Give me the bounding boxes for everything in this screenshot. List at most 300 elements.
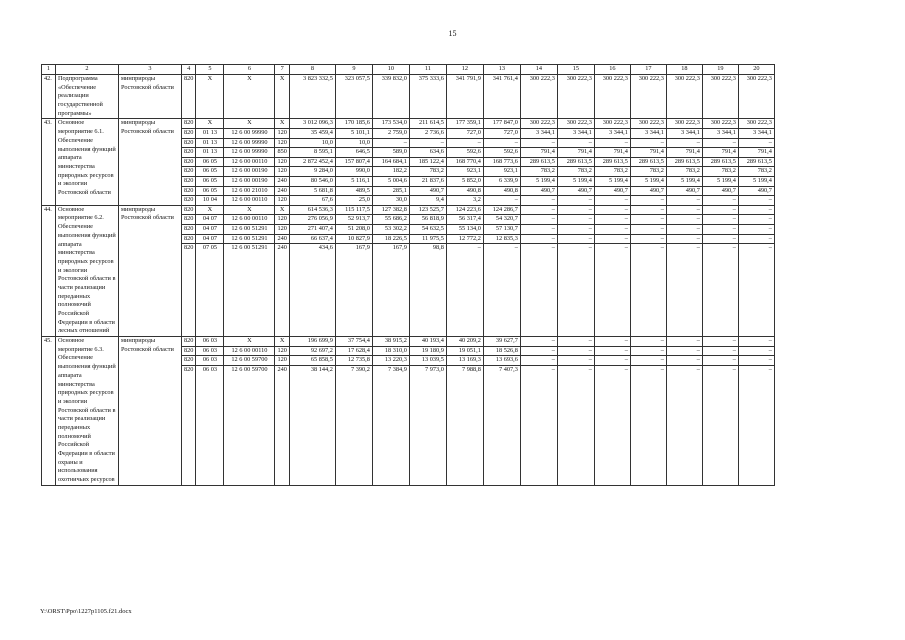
table-cell: 490,7 — [410, 187, 446, 197]
value-column-15 — [557, 337, 594, 486]
table-cell: 2 736,6 — [410, 129, 446, 139]
table-cell: 211 614,5 — [410, 119, 446, 129]
table-cell: – — [514, 244, 518, 252]
column-header-9: 9 — [335, 65, 372, 75]
table-cell: 120 — [275, 129, 288, 139]
column-header-10: 10 — [372, 65, 409, 75]
table-cell: 8 595,1 — [290, 148, 335, 158]
value-column-5 — [196, 119, 224, 205]
table-cell: 40 209,2 — [447, 337, 483, 347]
file-path-footer: Y:\ORST\Ppo\1227p1105.f21.docx — [40, 608, 132, 615]
table-cell: 3 344,1 — [595, 129, 630, 139]
table-cell: 300 222,3 — [631, 119, 666, 129]
table-cell: 276 056,9 — [290, 215, 335, 225]
table-cell: 339 832,0 — [381, 75, 407, 82]
value-column-17 — [630, 75, 666, 119]
table-cell: 98,8 — [432, 244, 444, 252]
table-cell: 592,6 — [484, 148, 520, 158]
value-column-9 — [335, 337, 372, 486]
value-column-11 — [409, 75, 446, 119]
table-cell: 120 — [275, 215, 288, 225]
value-column-16 — [594, 75, 630, 119]
table-cell: – — [732, 196, 736, 204]
table-cell: – — [768, 196, 772, 204]
value-column-9 — [335, 205, 372, 336]
column-header-1: 1 — [42, 65, 56, 75]
table-cell: 3 344,1 — [703, 129, 738, 139]
value-column-7 — [275, 337, 289, 486]
value-column-18 — [666, 119, 702, 205]
table-cell: 783,2 — [667, 167, 702, 177]
table-cell: 12 6 00 00190 — [224, 177, 274, 187]
table-cell: 01 13 — [196, 129, 223, 139]
column-number-row — [42, 65, 775, 75]
table-cell: 5 199,4 — [631, 177, 666, 187]
table-cell: – — [660, 365, 664, 373]
table-cell: 40 193,4 — [410, 337, 446, 347]
value-column-9 — [335, 75, 372, 119]
table-cell: 300 222,3 — [667, 119, 702, 129]
table-cell: 12 6 00 51291 — [231, 244, 268, 252]
value-column-4 — [182, 337, 196, 486]
responsible-org: минприроды Ростовской области — [119, 75, 182, 119]
table-cell: 120 — [275, 139, 288, 149]
table-cell: 820 — [184, 75, 194, 82]
table-cell: 490,8 — [447, 187, 483, 197]
table-cell: – — [631, 225, 666, 235]
table-cell: 240 — [277, 365, 287, 373]
page-number: 15 — [448, 29, 457, 38]
table-cell: 54 320,7 — [484, 215, 520, 225]
value-column-12 — [446, 75, 483, 119]
program-title: Подпрограмма «Обеспечение реализации государственной программы» — [56, 75, 119, 119]
table-cell: 21 837,6 — [410, 177, 446, 187]
value-column-19 — [702, 75, 738, 119]
table-cell: – — [558, 235, 594, 245]
table-cell: 791,4 — [595, 148, 630, 158]
table-cell: 120 — [275, 347, 288, 357]
value-column-4 — [182, 205, 196, 336]
value-column-13 — [483, 205, 520, 336]
table-cell: 434,6 — [318, 244, 333, 252]
table-cell: 11 975,5 — [410, 235, 446, 245]
table-cell: 5 199,4 — [595, 177, 630, 187]
table-cell: 6 339,9 — [484, 177, 520, 187]
table-cell: 646,5 — [336, 148, 372, 158]
table-cell: 12 6 00 00190 — [224, 167, 274, 177]
table-cell: 820 — [182, 129, 195, 139]
table-cell: 727,0 — [447, 129, 483, 139]
table-cell: 12 6 00 51291 — [224, 225, 274, 235]
value-column-5 — [196, 75, 224, 119]
table-cell: 06 03 — [196, 337, 223, 347]
table-cell: – — [410, 139, 446, 149]
table-cell: 2 872 452,4 — [290, 158, 335, 168]
table-cell: 9 284,0 — [290, 167, 335, 177]
table-cell: 3,2 — [473, 196, 481, 204]
table-cell: 820 — [184, 244, 194, 252]
row-number: 45. — [42, 337, 56, 486]
column-header-7: 7 — [275, 65, 289, 75]
table-cell: 614 536,3 — [290, 206, 335, 216]
table-row — [42, 119, 775, 205]
table-cell: – — [447, 139, 483, 149]
table-cell: – — [595, 206, 630, 216]
value-column-6 — [224, 337, 275, 486]
table-cell: 3 823 332,5 — [302, 75, 333, 82]
value-column-6 — [224, 205, 275, 336]
table-cell: – — [667, 235, 702, 245]
table-cell: – — [739, 337, 774, 347]
table-cell: 5 004,6 — [373, 177, 409, 187]
table-cell: 820 — [182, 119, 195, 129]
table-cell: 791,4 — [667, 148, 702, 158]
value-column-8 — [289, 119, 335, 205]
table-cell: 289 613,5 — [703, 158, 738, 168]
table-cell: 820 — [182, 187, 195, 197]
table-cell: 56 317,4 — [447, 215, 483, 225]
table-cell: 124 286,7 — [484, 206, 520, 216]
table-cell: – — [667, 356, 702, 366]
table-cell: 52 913,7 — [336, 215, 372, 225]
value-column-7 — [275, 205, 289, 336]
table-cell: 3 344,1 — [521, 129, 557, 139]
table-cell: 7 988,8 — [462, 365, 481, 373]
program-title: Основное мероприятие 6.2. Обеспечение выполнения функций аппарата министерства природных ресурсов и экологии Ростовской области в части реализации переданных полномочий Российской Федерации в области лесных отношений — [56, 205, 119, 336]
table-cell: 55 134,0 — [447, 225, 483, 235]
table-cell: 168 770,4 — [447, 158, 483, 168]
table-cell: 820 — [182, 235, 195, 245]
value-column-14 — [520, 337, 557, 486]
column-header-17: 17 — [630, 65, 666, 75]
table-cell: – — [484, 139, 520, 149]
value-column-8 — [289, 75, 335, 119]
table-cell: 7 973,0 — [425, 365, 444, 373]
table-cell: 06 05 — [196, 187, 223, 197]
table-cell: 80 546,0 — [290, 177, 335, 187]
table-cell: 5 199,4 — [521, 177, 557, 187]
table-cell: 783,2 — [521, 167, 557, 177]
column-header-11: 11 — [409, 65, 446, 75]
table-cell: 124 223,6 — [447, 206, 483, 216]
table-cell: 17 628,4 — [336, 347, 372, 357]
value-column-6 — [224, 119, 275, 205]
table-cell: – — [667, 225, 702, 235]
table-cell: 289 613,5 — [667, 158, 702, 168]
value-column-8 — [289, 337, 335, 486]
value-column-7 — [275, 119, 289, 205]
program-title: Основное мероприятие 6.1. Обеспечение выполнения функций аппарата министерства природных ресурсов и экологии Ростовской области — [56, 119, 119, 205]
column-header-16: 16 — [594, 65, 630, 75]
table-cell: 490,7 — [558, 187, 594, 197]
table-cell: 01 13 — [196, 148, 223, 158]
table-cell: 300 222,3 — [703, 119, 738, 129]
table-cell: 490,8 — [484, 187, 520, 197]
table-cell: 820 — [182, 167, 195, 177]
table-cell: – — [595, 139, 630, 149]
table-cell: – — [667, 206, 702, 216]
table-cell: 04 07 — [196, 235, 223, 245]
table-cell: 3 344,1 — [739, 129, 774, 139]
column-header-4: 4 — [182, 65, 196, 75]
table-cell: 490,7 — [703, 187, 738, 197]
table-cell: – — [631, 206, 666, 216]
table-cell: 300 222,3 — [674, 75, 700, 82]
table-cell: – — [595, 225, 630, 235]
table-cell: 12 6 00 00110 — [231, 196, 268, 204]
table-cell: – — [660, 196, 664, 204]
table-cell: 820 — [182, 215, 195, 225]
table-cell: 5 199,4 — [558, 177, 594, 187]
table-cell: 5 681,8 — [290, 187, 335, 197]
table-cell: 634,6 — [410, 148, 446, 158]
table-cell: 37 754,4 — [336, 337, 372, 347]
value-column-20 — [738, 75, 774, 119]
value-column-9 — [335, 119, 372, 205]
table-cell: 13 039,5 — [410, 356, 446, 366]
table-cell: – — [595, 356, 630, 366]
table-cell: 820 — [182, 206, 195, 216]
table-cell: 12 772,2 — [447, 235, 483, 245]
table-cell: 300 222,3 — [739, 119, 774, 129]
value-column-16 — [594, 205, 630, 336]
table-cell: 240 — [277, 244, 287, 252]
value-column-16 — [594, 337, 630, 486]
value-column-19 — [702, 119, 738, 205]
value-column-12 — [446, 205, 483, 336]
table-cell: – — [739, 356, 774, 366]
table-cell: – — [588, 244, 592, 252]
table-cell: 589,0 — [373, 148, 409, 158]
table-cell: X — [279, 75, 285, 82]
table-cell: – — [521, 215, 557, 225]
table-cell: 54 632,5 — [410, 225, 446, 235]
table-cell: 5 199,4 — [739, 177, 774, 187]
table-cell: X — [224, 337, 274, 347]
table-cell: 170 185,6 — [336, 119, 372, 129]
table-cell: 177 359,1 — [447, 119, 483, 129]
value-column-14 — [520, 119, 557, 205]
table-cell: 120 — [275, 158, 288, 168]
table-cell: – — [551, 196, 555, 204]
table-cell: 04 07 — [196, 225, 223, 235]
table-cell: 127 382,8 — [373, 206, 409, 216]
table-cell: 06 05 — [196, 158, 223, 168]
table-cell: – — [768, 365, 772, 373]
table-cell: – — [703, 356, 738, 366]
table-cell: – — [667, 215, 702, 225]
table-cell: – — [558, 356, 594, 366]
column-header-20: 20 — [738, 65, 774, 75]
table-cell: – — [739, 215, 774, 225]
table-cell: 850 — [275, 148, 288, 158]
table-cell: – — [739, 206, 774, 216]
table-cell: 820 — [182, 225, 195, 235]
table-cell: 783,2 — [703, 167, 738, 177]
table-cell: 490,7 — [521, 187, 557, 197]
table-cell: 820 — [182, 177, 195, 187]
table-cell: 10 827,9 — [336, 235, 372, 245]
table-cell: 57 130,7 — [484, 225, 520, 235]
table-cell: 56 818,9 — [410, 215, 446, 225]
table-cell: 19 051,1 — [447, 347, 483, 357]
value-column-17 — [630, 337, 666, 486]
table-cell: – — [631, 337, 666, 347]
table-cell: 783,2 — [739, 167, 774, 177]
table-cell: 06 03 — [202, 365, 218, 373]
table-cell: 783,2 — [410, 167, 446, 177]
table-cell: 167,9 — [355, 244, 370, 252]
table-cell: 820 — [182, 139, 195, 149]
value-column-18 — [666, 75, 702, 119]
table-cell: 820 — [182, 356, 195, 366]
table-cell: – — [558, 225, 594, 235]
table-cell: – — [667, 139, 702, 149]
table-cell: 7 407,3 — [499, 365, 518, 373]
value-column-14 — [520, 205, 557, 336]
table-cell: 12 6 00 99990 — [224, 139, 274, 149]
table-cell: 820 — [182, 148, 195, 158]
table-cell: 13 169,3 — [447, 356, 483, 366]
table-cell: – — [624, 244, 628, 252]
table-cell: X — [224, 206, 274, 216]
table-cell: 7 390,2 — [351, 365, 370, 373]
table-cell: 592,6 — [447, 148, 483, 158]
table-cell: 13 693,6 — [484, 356, 520, 366]
table-cell: 12 735,8 — [336, 356, 372, 366]
value-column-5 — [196, 205, 224, 336]
table-cell: 289 613,5 — [558, 158, 594, 168]
table-cell: 115 117,5 — [336, 206, 372, 216]
table-cell: – — [595, 347, 630, 357]
table-cell: 10,0 — [290, 139, 335, 149]
table-cell: – — [660, 244, 664, 252]
table-cell: – — [558, 215, 594, 225]
table-cell: 185 122,4 — [410, 158, 446, 168]
table-cell: 3 012 096,3 — [290, 119, 335, 129]
table-cell: 3 344,1 — [558, 129, 594, 139]
table-cell: – — [514, 196, 518, 204]
table-cell: 10,0 — [336, 139, 372, 149]
table-cell: 271 407,4 — [290, 225, 335, 235]
value-column-13 — [483, 337, 520, 486]
table-cell: 10 04 — [202, 196, 218, 204]
table-cell: – — [696, 365, 700, 373]
value-column-8 — [289, 205, 335, 336]
table-cell: 123 525,7 — [410, 206, 446, 216]
table-cell: 300 222,3 — [521, 119, 557, 129]
table-cell: 38 915,2 — [373, 337, 409, 347]
table-cell: 240 — [275, 177, 288, 187]
table-cell: – — [558, 139, 594, 149]
table-cell: 289 613,5 — [521, 158, 557, 168]
table-cell: 820 — [184, 196, 194, 204]
value-column-18 — [666, 205, 702, 336]
value-column-14 — [520, 75, 557, 119]
table-cell: 923,1 — [447, 167, 483, 177]
table-cell: 5 116,1 — [336, 177, 372, 187]
column-header-6: 6 — [224, 65, 275, 75]
table-cell: – — [558, 347, 594, 357]
table-cell: 92 697,2 — [290, 347, 335, 357]
table-cell: 341 761,4 — [492, 75, 518, 82]
table-cell: – — [477, 244, 481, 252]
column-header-12: 12 — [446, 65, 483, 75]
table-cell: 12 6 00 21010 — [224, 187, 274, 197]
table-cell: X — [247, 75, 252, 82]
table-cell: 120 — [275, 356, 288, 366]
table-cell: 18 310,0 — [373, 347, 409, 357]
responsible-org: минприроды Ростовской области — [119, 337, 182, 486]
table-cell: – — [521, 347, 557, 357]
column-header-15: 15 — [557, 65, 594, 75]
program-title: Основное мероприятие 6.3. Обеспечение выполнения функций аппарата министерства природных ресурсов и экологии Ростовской области в части реализации переданных полномочий Российской Федерации в области охраны и использования охотничьих ресурсов — [56, 337, 119, 486]
value-column-10 — [372, 337, 409, 486]
table-cell: – — [595, 215, 630, 225]
table-cell: 791,4 — [631, 148, 666, 158]
table-cell: – — [521, 206, 557, 216]
value-column-10 — [372, 119, 409, 205]
table-cell: 5 101,1 — [336, 129, 372, 139]
table-cell: – — [521, 337, 557, 347]
value-column-17 — [630, 119, 666, 205]
table-cell: 791,4 — [703, 148, 738, 158]
table-cell: – — [595, 235, 630, 245]
table-cell: – — [703, 206, 738, 216]
table-cell: – — [558, 337, 594, 347]
table-cell: – — [703, 337, 738, 347]
table-cell: – — [551, 365, 555, 373]
table-cell: 13 220,3 — [373, 356, 409, 366]
table-cell: 490,7 — [595, 187, 630, 197]
table-cell: – — [624, 196, 628, 204]
table-cell: 300 222,3 — [558, 119, 594, 129]
value-column-5 — [196, 337, 224, 486]
table-cell: – — [732, 365, 736, 373]
table-cell: – — [739, 139, 774, 149]
table-cell: 173 534,0 — [373, 119, 409, 129]
table-cell: 157 807,4 — [336, 158, 372, 168]
table-cell: 240 — [275, 187, 288, 197]
table-cell: 490,7 — [631, 187, 666, 197]
table-cell: 5 852,0 — [447, 177, 483, 187]
table-cell: – — [739, 347, 774, 357]
table-cell: – — [732, 244, 736, 252]
table-cell: – — [739, 235, 774, 245]
table-cell: 18 526,8 — [484, 347, 520, 357]
table-cell: – — [373, 139, 409, 149]
table-cell: 51 208,0 — [336, 225, 372, 235]
table-cell: 820 — [182, 158, 195, 168]
table-cell: – — [703, 139, 738, 149]
table-cell: 18 226,5 — [373, 235, 409, 245]
row-number: 44. — [42, 205, 56, 336]
value-column-15 — [557, 119, 594, 205]
table-cell: 65 858,5 — [290, 356, 335, 366]
table-cell: – — [551, 244, 555, 252]
column-header-8: 8 — [289, 65, 335, 75]
table-cell: 67,6 — [321, 196, 333, 204]
table-cell: 2 759,0 — [373, 129, 409, 139]
table-row — [42, 337, 775, 486]
table-cell: – — [667, 337, 702, 347]
table-cell: 285,1 — [373, 187, 409, 197]
table-cell: 12 6 00 00110 — [224, 347, 274, 357]
value-column-13 — [483, 119, 520, 205]
row-number: 43. — [42, 119, 56, 205]
value-column-12 — [446, 337, 483, 486]
table-cell: 7 384,9 — [388, 365, 407, 373]
